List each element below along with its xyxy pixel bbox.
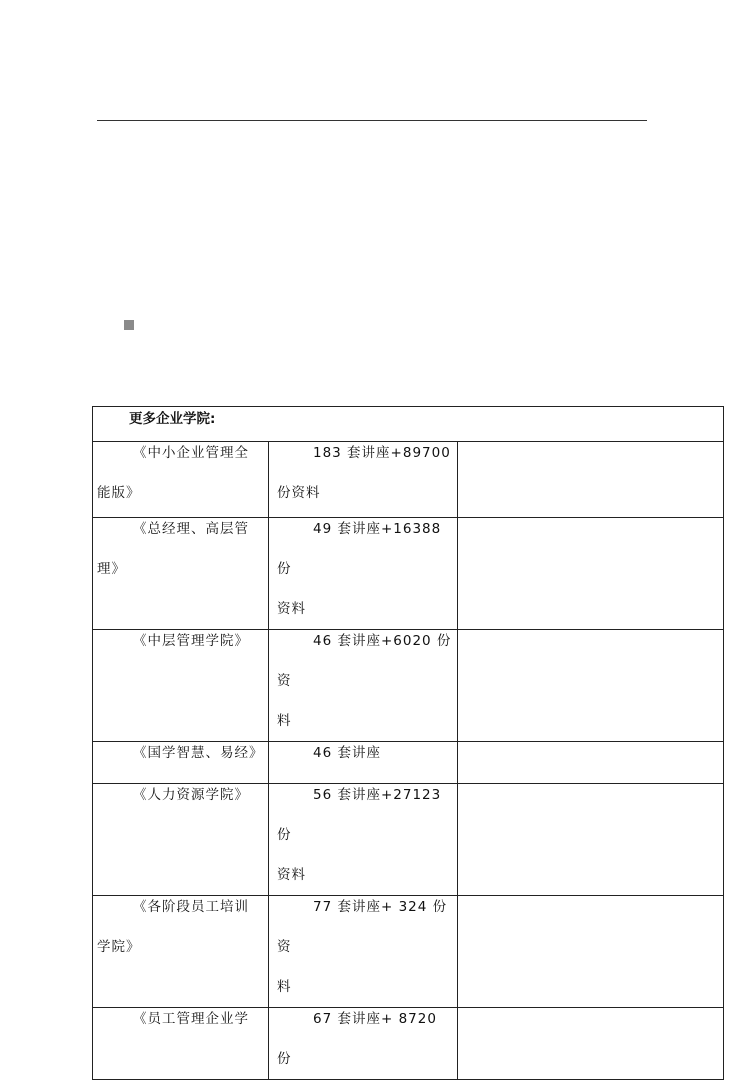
- empty-cell: [458, 630, 724, 742]
- course-name: 《各阶段员工培训: [133, 899, 249, 915]
- course-count-cont: 资料: [277, 601, 306, 617]
- course-name: 《人力资源学院》: [133, 787, 249, 803]
- course-count-cell: [269, 442, 458, 518]
- course-name: 《国学智慧、易经》: [133, 745, 264, 761]
- empty-cell: [458, 518, 724, 630]
- course-name: 《中层管理学院》: [133, 633, 249, 649]
- course-name-cell: [93, 442, 269, 518]
- course-name-cell: [93, 896, 269, 1008]
- course-name: 《员工管理企业学: [133, 1011, 249, 1027]
- empty-cell: [458, 896, 724, 1008]
- empty-cell: [458, 442, 724, 518]
- course-count-cell: [269, 630, 458, 742]
- table-row: [93, 1008, 724, 1080]
- course-count: 77 套讲座+ 324 份资: [277, 899, 448, 955]
- course-name-cell: [93, 1008, 269, 1080]
- course-count-cont: 份资料: [277, 485, 321, 501]
- courses-table: [92, 406, 724, 1080]
- table-row: [93, 630, 724, 742]
- empty-cell: [458, 784, 724, 896]
- table-header: 更多企业学院:: [93, 407, 724, 442]
- empty-cell: [458, 742, 724, 784]
- course-name-cont: 学院》: [97, 939, 141, 955]
- course-count-cell: [269, 1008, 458, 1080]
- course-count-cell: [269, 784, 458, 896]
- course-count-cont: 料: [277, 713, 292, 729]
- course-name-cell: [93, 784, 269, 896]
- course-count: 67 套讲座+ 8720 份: [277, 1011, 437, 1067]
- course-count: 56 套讲座+27123 份: [277, 787, 442, 843]
- course-count-cont: 料: [277, 979, 292, 995]
- course-count: 183 套讲座+89700: [313, 445, 451, 461]
- course-name-cell: [93, 518, 269, 630]
- course-count-cell: [269, 518, 458, 630]
- header-rule: [97, 120, 647, 121]
- table-row: [93, 896, 724, 1008]
- course-name: 《总经理、高层管理》: [97, 521, 249, 577]
- table-row: [93, 442, 724, 518]
- course-name-cell: [93, 630, 269, 742]
- course-count: 46 套讲座+6020 份资: [277, 633, 452, 689]
- course-name: 《中小企业管理全: [133, 445, 249, 461]
- empty-cell: [458, 1008, 724, 1080]
- bullet-square-icon: [124, 320, 134, 330]
- course-name-cont: 能版》: [97, 485, 141, 501]
- course-count: 49 套讲座+16388 份: [277, 521, 442, 577]
- table-row: [93, 518, 724, 630]
- course-count: 46 套讲座: [313, 745, 381, 761]
- course-count-cell: [269, 896, 458, 1008]
- table-row: [93, 784, 724, 896]
- course-count-cont: 资料: [277, 867, 306, 883]
